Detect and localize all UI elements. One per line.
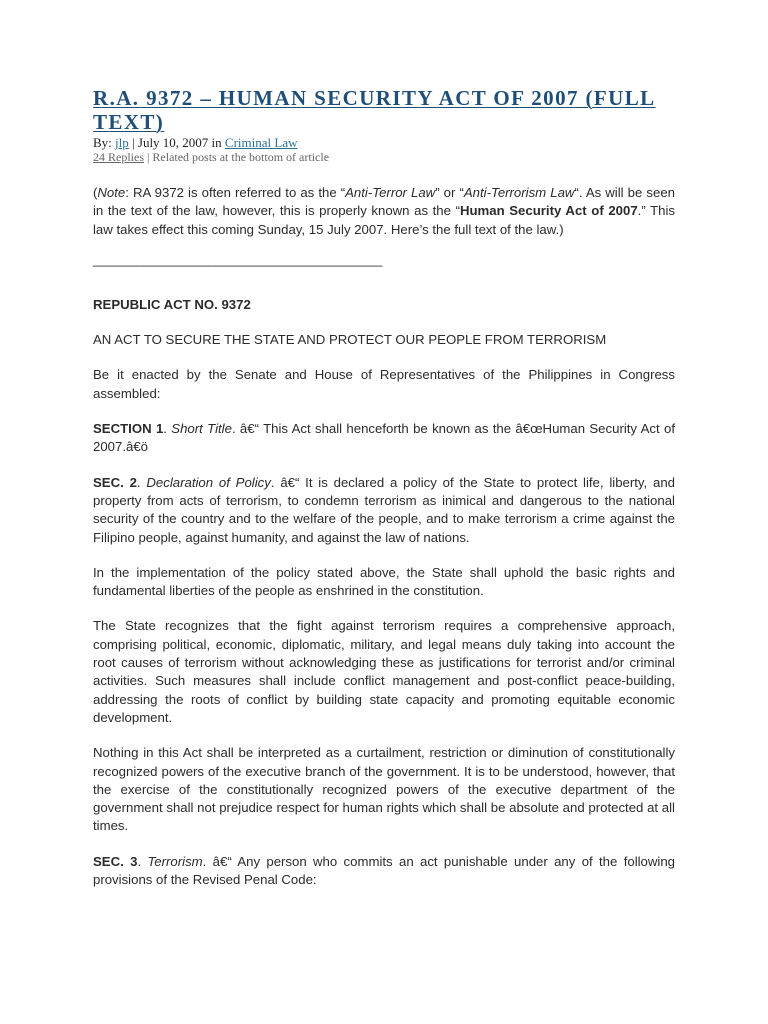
note-open: ( bbox=[93, 185, 98, 200]
section-3-dot: . bbox=[137, 853, 148, 869]
human-security-act: Human Security Act of 2007 bbox=[459, 203, 638, 219]
note-text-2: ” or “ bbox=[435, 185, 464, 200]
act-title: AN ACT TO SECURE THE STATE AND PROTECT OUR PEOPLE FROM TERRORISM bbox=[93, 332, 607, 348]
author-link[interactable]: jlp bbox=[115, 135, 129, 150]
byline bbox=[93, 135, 675, 150]
section-2-name: Declaration of Policy bbox=[146, 474, 271, 490]
section-2-text: . â€“ It is declared a policy of the State to protect life, liberty, and property from acts of terrorism, to condemn terrorism as inimical and dangerous to the national security of the country and to the welfare of the people, and to make terrorism a crime against the Filipino people, against humanity, and against the law of nations. bbox=[93, 474, 675, 545]
republic-act-heading bbox=[93, 296, 675, 314]
editor-note bbox=[93, 184, 675, 239]
replies-line bbox=[93, 150, 675, 164]
article bbox=[93, 86, 675, 889]
enacting-clause: Be it enacted by the Senate and House of Representatives of the Philippines in Congress assembled: bbox=[93, 367, 675, 401]
section-3-text: . â€“ Any person who commits an act punishable under any of the following provisions of the Revised Penal Code: bbox=[93, 853, 676, 888]
replies-link[interactable]: 24 Replies bbox=[93, 150, 144, 164]
section-3-label: SEC. 3 bbox=[93, 853, 138, 869]
note-label: Note bbox=[97, 185, 126, 200]
section-1-name: Short Title bbox=[171, 421, 232, 437]
note-text-1: : RA 9372 is often referred to as the “ bbox=[125, 185, 346, 200]
section-1-dot: . bbox=[163, 421, 172, 437]
section-1-text: . â€“ This Act shall henceforth be known as the â€œHuman Security Act of 2007.â€ö bbox=[93, 421, 676, 455]
anti-terrorism-law: Anti-Terrorism Law bbox=[463, 185, 575, 200]
paragraph-state-recognizes: The State recognizes that the fight against terrorism requires a comprehensive approach, comprising political, economic, diplomatic, military, and legal means duly taking into account the root causes of terrorism without acknowledging these as justifications for terrorist and/or criminal activities. Such measures shall include conflict management and post-conflict peace-building, addressing the roots of conflict by building state capacity and promoting equitable economic development. bbox=[93, 618, 675, 725]
section-2-dot: . bbox=[136, 474, 147, 490]
article-title[interactable]: R.A. 9372 – HUMAN SECURITY ACT OF 2007 (FULL TEXT) bbox=[93, 86, 656, 134]
note-text-3: “. As will be seen in the text of the law, however, this is properly known as the “ bbox=[93, 185, 675, 219]
date-text: | July 10, 2007 in bbox=[128, 135, 225, 150]
heading-text: REPUBLIC ACT NO. 9372 bbox=[93, 296, 251, 312]
section-1-label: SECTION 1 bbox=[93, 421, 164, 437]
divider-line: ________________________________________ bbox=[93, 251, 383, 267]
category-link[interactable]: Criminal Law bbox=[224, 135, 298, 150]
section-3 bbox=[93, 853, 675, 890]
paragraph-nothing-in-act: Nothing in this Act shall be interpreted as a curtailment, restriction or diminution of constitutionally recognized powers of the executive branch of the government. It is to be understood, however, that the exercise of the constitutionally recognized powers of the executive department of the government shall not prejudice respect for human rights which shall be absolute and protected at all times. bbox=[93, 745, 675, 834]
paragraph-implementation: In the implementation of the policy stated above, the State shall uphold the basic rights and fundamental liberties of the people as enshrined in the constitution. bbox=[93, 564, 675, 599]
related-text: | Related posts at the bottom of article bbox=[144, 150, 330, 164]
section-1 bbox=[93, 420, 675, 457]
anti-terror-law: Anti-Terror Law bbox=[345, 185, 436, 200]
by-label: By: bbox=[93, 135, 116, 150]
section-2 bbox=[93, 474, 675, 547]
section-2-label: SEC. 2 bbox=[93, 474, 137, 490]
note-text-4: .” This law takes effect this coming Sunday, 15 July 2007. Here’s the full text of the law.) bbox=[93, 203, 675, 237]
section-3-name: Terrorism bbox=[147, 853, 203, 869]
